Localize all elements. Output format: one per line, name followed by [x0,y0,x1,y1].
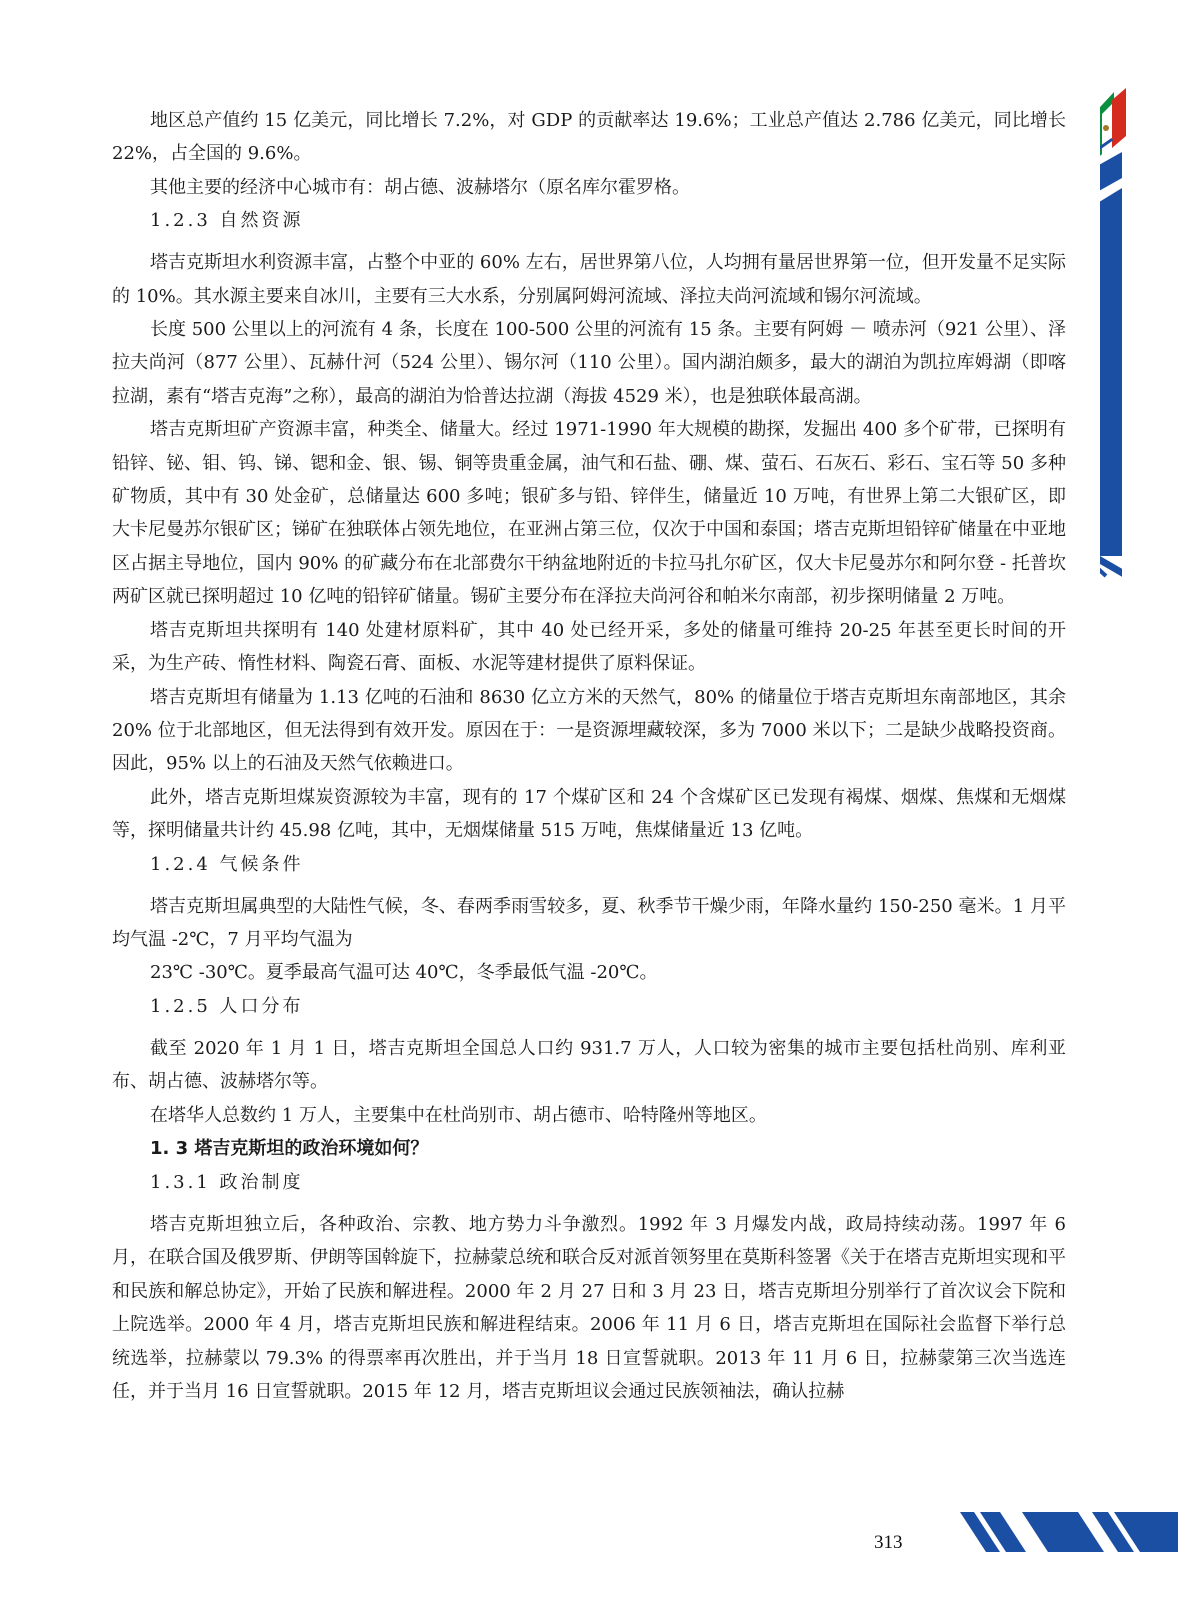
paragraph: 塔吉克斯坦矿产资源丰富，种类全、储量大。经过 1971-1990 年大规模的勘探，发掘出 400 多个矿带，已探明有铅锌、铋、钼、钨、锑、锶和金、银、锡、铜等贵重金属，油气和石盐、硼、煤、萤石、石灰石、彩石、宝石等 50 多种矿物质，其中有 30 处金矿，总储量达 600 多吨；银矿多与铅、锌伴生，储量近 10 万吨，有世界上第二大银矿区，即大卡尼曼苏尔银矿区；锑矿在独联体占领先地位，在亚洲占第三位，仅次于中国和泰国；塔吉克斯坦铅锌矿储量在中亚地区占据主导地位，国内 90% 的矿藏分布在北部费尔干纳盆地附近的卡拉马扎尔矿区，仅大卡尼曼苏尔和阿尔登 - 托普坎两矿区就已探明超过 10 亿吨的铅锌矿储量。锡矿主要分布在泽拉夫尚河谷和帕米尔南部，初步探明储量 2 万吨。 [112,419,1066,608]
paragraph: 在塔华人总数约 1 万人，主要集中在杜尚别市、胡占德市、哈特隆州等地区。 [150,1104,767,1126]
document-body [112,104,1066,1408]
section-heading: 1.3.1 政治制度 [150,1171,304,1193]
paragraph: 塔吉克斯坦独立后，各种政治、宗教、地方势力斗争激烈。1992 年 3 月爆发内战，政局持续动荡。1997 年 6 月，在联合国及俄罗斯、伊朗等国斡旋下，拉赫蒙总统和联合反对派首领努里在莫斯科签署《关于在塔吉克斯坦实现和平和民族和解总协定》，开始了民族和解进程。2000 年 2 月 27 日和 3 月 23 日，塔吉克斯坦分别举行了首次议会下院和上院选举。2000 年 4 月，塔吉克斯坦民族和解进程结束。2006 年 11 月 6 日，塔吉克斯坦在国际社会监督下举行总统选举，拉赫蒙以 79.3% 的得票率再次胜出，并于当月 18 日宣誓就职。2013 年 11 月 6 日，拉赫蒙第三次当选连任，并于当月 16 日宣誓就职。2015 年 12 月，塔吉克斯坦议会通过民族领袖法，确认拉赫 [112,1213,1066,1402]
paragraph: 地区总产值约 15 亿美元，同比增长 7.2%，对 GDP 的贡献率达 19.6%；工业总产值达 2.786 亿美元，同比增长 22%，占全国的 9.6%。 [112,110,1066,165]
section-heading: 1.2.5 人口分布 [150,995,304,1017]
paragraph: 塔吉克斯坦属典型的大陆性气候，冬、春两季雨雪较多，夏、秋季节干燥少雨，年降水量约 150-250 毫米。1 月平均气温 -2℃，7 月平均气温为 [112,895,1066,950]
paragraph: 此外，塔吉克斯坦煤炭资源较为丰富，现有的 17 个煤矿区和 24 个含煤矿区已发现有褐煤、烟煤、焦煤和无烟煤等，探明储量共计约 45.98 亿吨，其中，无烟煤储量 515 万吨，焦煤储量近 13 亿吨。 [112,786,1066,842]
paragraph: 塔吉克斯坦共探明有 140 处建材原料矿，其中 40 处已经开采，多处的储量可维持 20-25 年甚至更长时间的开采，为生产砖、惰性材料、陶瓷石膏、面板、水泥等建材提供了原料保证。 [112,619,1066,675]
paragraph: 截至 2020 年 1 月 1 日，塔吉克斯坦全国总人口约 931.7 万人，人口较为密集的城市主要包括杜尚别、库利亚布、胡占德、波赫塔尔等。 [112,1037,1066,1093]
paragraph: 塔吉克斯坦有储量为 1.13 亿吨的石油和 8630 亿立方米的天然气，80% 的储量位于塔吉克斯坦东南部地区，其余 20% 位于北部地区，但无法得到有效开发。原因在于：一是资源埋藏较深，多为 7000 米以下；二是缺少战略投资商。因此，95% 以上的石油及天然气依赖进口。 [112,686,1066,775]
section-heading: 1.2.4 气候条件 [150,853,304,875]
paragraph: 长度 500 公里以上的河流有 4 条，长度在 100-500 公里的河流有 15 条。主要有阿姆 － 喷赤河（921 公里）、泽拉夫尚河（877 公里）、瓦赫什河（524 公里）、锡尔河（110 公里）。国内湖泊颇多，最大的湖泊为凯拉库姆湖（即喀拉湖，素有“塔吉克海”之称），最高的湖泊为恰普达拉湖（海拔 4529 米），也是独联体最高湖。 [112,319,1066,407]
chapter-heading: 1. 3 塔吉克斯坦的政治环境如何？ [150,1137,429,1159]
paragraph: 23℃ -30℃。夏季最高气温可达 40℃，冬季最低气温 -20℃。 [150,962,658,984]
side-flag-decoration [1100,86,1178,646]
paragraph: 塔吉克斯坦水利资源丰富，占整个中亚的 60% 左右，居世界第八位，人均拥有量居世界第一位，但开发量不足实际的 10%。其水源主要来自冰川，主要有三大水系，分别属阿姆河流域、泽拉夫尚河流域和锡尔河流域。 [112,252,1066,307]
corner-stripe-decoration [960,1512,1178,1600]
page-number: 313 [874,1532,903,1553]
section-heading: 1.2.3 自然资源 [150,210,304,232]
paragraph: 其他主要的经济中心城市有：胡占德、波赫塔尔（原名库尔霍罗格。 [150,176,690,198]
flag-icon [1100,88,1126,166]
